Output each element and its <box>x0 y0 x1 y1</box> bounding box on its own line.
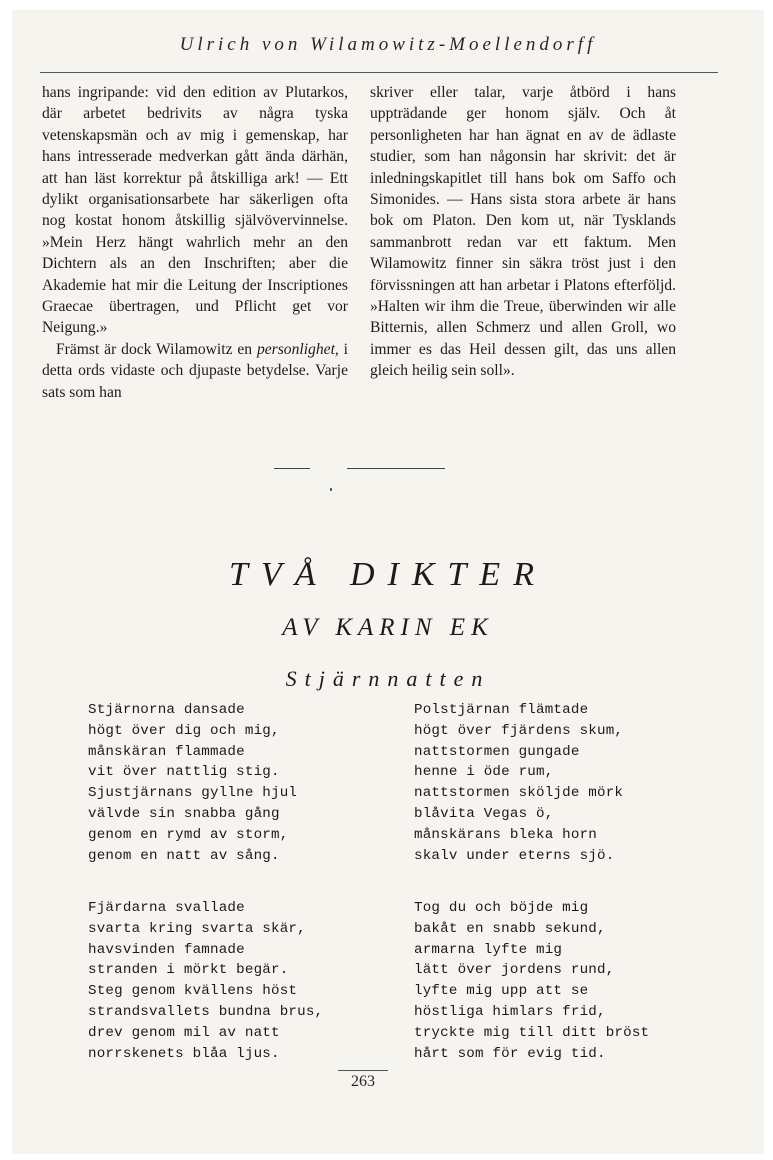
verse-line: vit över nattlig stig. <box>88 764 280 781</box>
prose-paragraph <box>42 339 348 403</box>
section-divider <box>347 468 445 469</box>
verse-line: högt över dig och mig, <box>88 722 280 739</box>
verse-line: lätt över jordens rund, <box>414 962 615 979</box>
prose-column-left <box>42 82 348 403</box>
verse-line: genom en rymd av storm, <box>88 826 289 843</box>
prose-text: i detta ords vidaste och djupaste betydelse. Varje sats som han <box>42 340 349 401</box>
prose-paragraph: hans ingripande: vid den edition av Plutarkos, där arbetet bedrivits av några tyska vetenskapsmän och av mig i gemenskap, har hans intresserade medverkan gått ända därhän, att han läst korrektur på åtskilliga ark! — Ett dylikt organisationsarbete har säkerligen ofta nog kostat honom åtskillig självövervinnelse. »Mein Herz hängt wahrlich mehr an den Dichtern als an den Inschriften; aber die Akademie hat mir die Leitung der Inscriptiones Graecae übertragen, und Pflicht get vor Neigung.» <box>42 84 348 337</box>
verse-line: välvde sin snabba gång <box>88 805 280 822</box>
verse-line: nattstormen sköljde mörk <box>414 785 624 802</box>
verse-line: höstliga himlars frid, <box>414 1003 606 1020</box>
verse-line: Fjärdarna svallade <box>88 900 245 916</box>
verse-line: norrskenets blåa ljus. <box>88 1045 280 1062</box>
verse-line: stranden i mörkt begär. <box>88 962 289 979</box>
verse-line: havsvinden famnade <box>88 941 245 958</box>
verse-line: Sjustjärnans gyllne hjul <box>88 785 298 802</box>
stanza <box>88 898 328 1064</box>
verse-line: högt över fjärdens skum, <box>414 722 624 739</box>
section-divider <box>274 468 310 469</box>
stanza <box>414 898 654 1064</box>
verse-line: tryckte mig till ditt bröst <box>414 1024 650 1041</box>
stanza <box>414 700 654 866</box>
verse-line: nattstormen gungade <box>414 743 580 760</box>
page-number: 263 <box>338 1070 388 1091</box>
verse-line: hårt som för evig tid. <box>414 1045 606 1062</box>
verse-line: bakåt en snabb sekund, <box>414 920 606 937</box>
verse-line: henne i öde rum, <box>414 764 554 781</box>
verse-line: månskäran flammade <box>88 743 245 760</box>
divider-ornament <box>330 488 332 491</box>
running-header: Ulrich von Wilamowitz-Moellendorff <box>179 34 597 55</box>
prose-text: Främst är dock Wilamowitz en <box>56 340 257 358</box>
verse-line: Stjärnorna dansade <box>88 702 245 718</box>
prose-column-right <box>370 82 676 382</box>
verse-line: drev genom mil av natt <box>88 1024 280 1041</box>
prose-paragraph: skriver eller talar, varje åtbörd i hans uppträdande ger honom själv. Och åt personligheten har han ägnat en av de ädlaste studier, som han någonsin har skrivit: det är inledningskapitlet till hans bok om Saffo och Simonides. — Hans sista stora arbete är hans bok om Platon. Den kom ut, när Tysklands sammanbrott redan var ett faktum. Men Wilamowitz finner sin säkra tröst just i den förvissningen att han arbetar i Platons efterföljd. »Halten wir ihm die Treue, überwinden wir alle Bitternis, allen Schmerz und allen Groll, wo immer es das Heil dessen gilt, das uns allen gleich heilig sein soll». <box>370 84 676 380</box>
verse-line: blåvita Vegas ö, <box>414 805 554 822</box>
verse-line: månskärans bleka horn <box>414 826 597 843</box>
book-page <box>12 10 764 1154</box>
verse-line: armarna lyfte mig <box>414 941 563 958</box>
poem-title: Stjärnnatten <box>285 666 491 691</box>
header-rule <box>40 72 718 73</box>
verse-line: svarta kring svarta skär, <box>88 920 306 937</box>
emphasized-word: personlighet, <box>256 340 339 358</box>
verse-line: Polstjärnan flämtade <box>414 702 589 718</box>
verse-line: Steg genom kvällens höst <box>88 983 298 1000</box>
poems-author: AV KARIN EK <box>282 614 494 641</box>
verse-line: lyfte mig upp att se <box>414 983 589 1000</box>
verse-line: genom en natt av sång. <box>88 847 280 864</box>
verse-line: Tog du och böjde mig <box>414 900 589 916</box>
poems-title: TVÅ DIKTER <box>229 556 547 593</box>
verse-line: strandsvallets bundna brus, <box>88 1003 324 1020</box>
verse-line: skalv under eterns sjö. <box>414 847 615 864</box>
stanza <box>88 700 328 866</box>
